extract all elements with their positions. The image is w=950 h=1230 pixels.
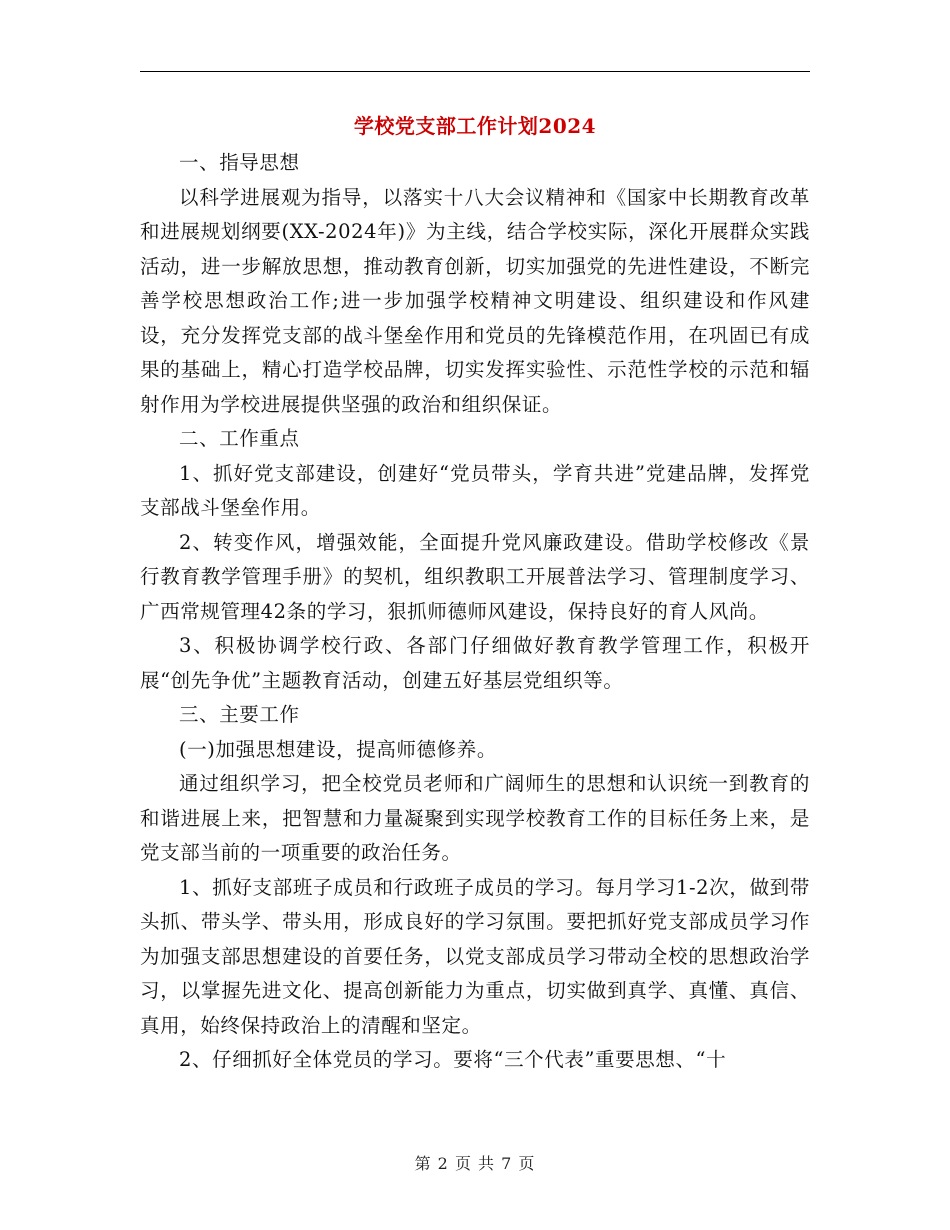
document-title: 学校党支部工作计划2024 [353, 114, 597, 138]
paragraph: 3、积极协调学校行政、各部门仔细做好教育教学管理工作，积极开展“创先争优”主题教育活动，创建五好基层党组织等。 [140, 634, 810, 692]
section-heading-work-focus: 二、工作重点 [179, 427, 300, 450]
paragraph: 1、抓好支部班子成员和行政班子成员的学习。每月学习1-2次，做到带头抓、带头学、带头用，形成良好的学习氛围。要把抓好党支部成员学习作为加强支部思想建设的首要任务，以党支部成员学习带动全校的思想政治学习，以掌握先进文化、提高创新能力为重点，切实做到真学、真懂、真信、真用，始终保持政治上的清醒和坚定。 [140, 875, 810, 1037]
section-heading-guiding-ideology: 一、指导思想 [179, 151, 300, 174]
document-body [140, 146, 810, 1078]
paragraph: 1、抓好党支部建设，创建好“党员带头，学育共进”党建品牌，发挥党支部战斗堡垒作用。 [140, 461, 810, 519]
header-rule [140, 71, 810, 72]
subsection-heading: (一)加强思想建设，提高师德修养。 [179, 737, 497, 761]
paragraph: 2、转变作风，增强效能，全面提升党风廉政建设。借助学校修改《景行教育教学管理手册》的契机，组织教职工开展普法学习、管理制度学习、广西常规管理42条的学习，狠抓师德师风建设，保持良好的育人风尚。 [140, 530, 810, 623]
page-footer: 第 2 页 共 7 页 [414, 1154, 536, 1173]
paragraph: 通过组织学习，把全校党员老师和广阔师生的思想和认识统一到教育的和谐进展上来，把智慧和力量凝聚到实现学校教育工作的目标任务上来，是党支部当前的一项重要的政治任务。 [140, 772, 810, 864]
section-heading-main-work: 三、主要工作 [179, 703, 300, 726]
paragraph: 以科学进展观为指导，以落实十八大会议精神和《国家中长期教育改革和进展规划纲要(XX-2024年)》为主线，结合学校实际，深化开展群众实践活动，进一步解放思想，推动教育创新，切实加强党的先进性建设，不断完善学校思想政治工作;进一步加强学校精神文明建设、组织建设和作风建设，充分发挥党支部的战斗堡垒作用和党员的先锋模范作用，在巩固已有成果的基础上，精心打造学校品牌，切实发挥实验性、示范性学校的示范和辐射作用为学校进展提供坚强的政治和组织保证。 [140, 185, 810, 416]
paragraph: 2、仔细抓好全体党员的学习。要将“三个代表”重要思想、“十 [179, 1048, 727, 1071]
